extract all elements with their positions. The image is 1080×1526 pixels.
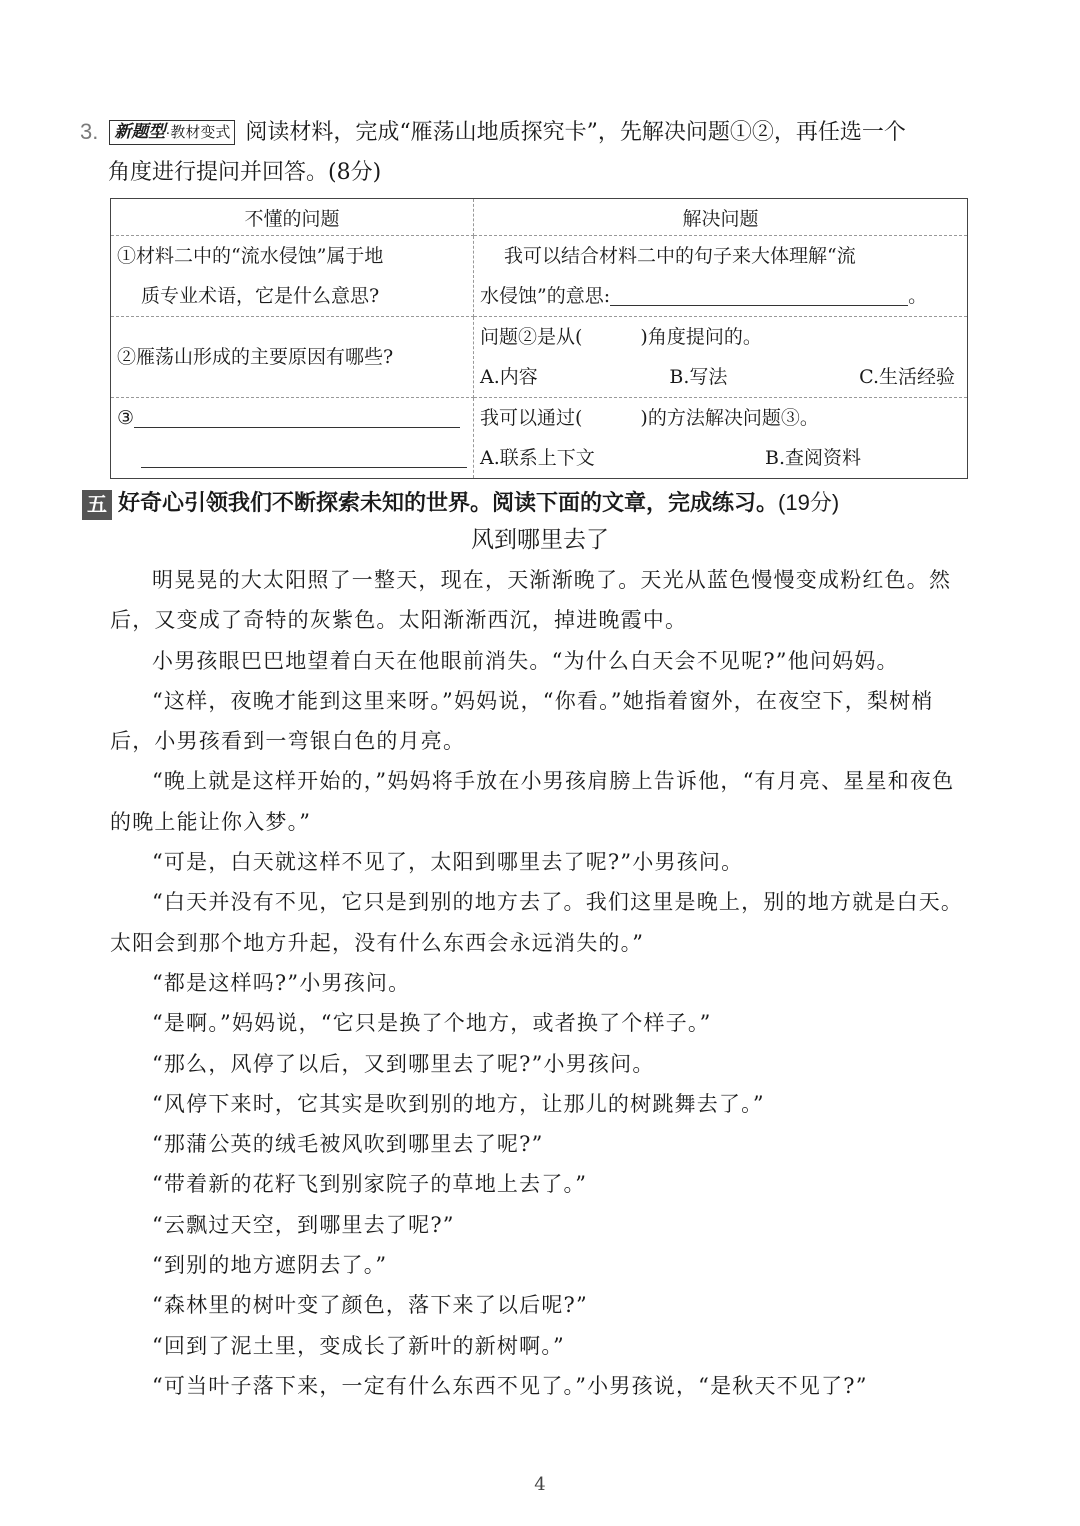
row1-question-line2: 质专业术语，它是什么意思? bbox=[141, 285, 380, 307]
article-paragraph: “这样，夜晚才能到这里来呀。”妈妈说，“你看。”她指着窗外，在夜空下，梨树梢后，小男孩看到一弯银白色的月亮。 bbox=[110, 688, 934, 754]
article-paragraph: “带着新的花籽飞到别家院子的草地上去了。” bbox=[152, 1172, 588, 1197]
page-number: 4 bbox=[534, 1474, 546, 1495]
option-b[interactable]: B.查阅资料 bbox=[764, 447, 861, 469]
article-paragraph: “那蒲公英的绒毛被风吹到哪里去了呢?” bbox=[152, 1132, 544, 1157]
question-3 bbox=[80, 112, 980, 193]
article-paragraph: “那么，风停了以后，又到哪里去了呢?”小男孩问。 bbox=[152, 1051, 655, 1076]
article-paragraph: “是啊。”妈妈说，“它只是换了个地方，或者换了个样子。” bbox=[152, 1011, 712, 1036]
row2-options bbox=[480, 357, 961, 397]
article-paragraph: “都是这样吗?”小男孩问。 bbox=[152, 970, 411, 995]
row2-question bbox=[111, 317, 474, 398]
article-paragraph: “森林里的树叶变了颜色，落下来了以后呢?” bbox=[152, 1293, 588, 1318]
answer-blank-line[interactable] bbox=[610, 279, 908, 306]
option-b[interactable]: B.写法 bbox=[669, 366, 728, 388]
row1-answer bbox=[474, 236, 968, 317]
article-body bbox=[110, 560, 972, 1406]
row3-options bbox=[480, 438, 961, 478]
article-paragraph: “风停下来时，它其实是吹到别的地方，让那儿的树跳舞去了。” bbox=[152, 1091, 765, 1116]
option-c[interactable]: C.生活经验 bbox=[859, 366, 955, 388]
article-paragraph: “可是，白天就这样不见了，太阳到哪里去了呢?”小男孩问。 bbox=[152, 850, 744, 875]
option-a[interactable]: A.联系上下文 bbox=[480, 447, 595, 469]
question-blank-line-1[interactable] bbox=[134, 401, 460, 428]
row1-question bbox=[111, 236, 474, 317]
section-badge: 五 bbox=[82, 490, 112, 520]
table-row bbox=[111, 236, 968, 317]
article-paragraph: “白天并没有不见，它只是到别的地方去了。我们这里是晚上，别的地方就是白天。太阳会到那个地方升起，没有什么东西会永远消失的。” bbox=[110, 890, 964, 955]
row3-answer bbox=[474, 398, 968, 479]
row3-prompt-prefix: 我可以通过( bbox=[480, 407, 583, 429]
table-row bbox=[111, 317, 968, 398]
row2-question-text: ②雁荡山形成的主要原因有哪些? bbox=[117, 346, 394, 368]
header-solve-questions: 解决问题 bbox=[474, 199, 968, 236]
row3-question bbox=[111, 398, 474, 479]
article-paragraph: “回到了泥土里，变成长了新叶的新树啊。” bbox=[152, 1333, 565, 1358]
tag-textbook-variant: ·教材变式 bbox=[165, 124, 231, 141]
header-unclear-questions: 不懂的问题 bbox=[111, 199, 474, 236]
row2-prompt-prefix: 问题②是从( bbox=[480, 326, 583, 348]
section-instruction: 好奇心引领我们不断探索未知的世界。阅读下面的文章，完成练习。 bbox=[118, 490, 779, 515]
row3-prompt-suffix: )的方法解决问题③。 bbox=[640, 407, 819, 429]
question-blank-line-2[interactable] bbox=[141, 441, 467, 468]
table-header-row bbox=[111, 199, 968, 236]
question-prompt-line1: 阅读材料，完成“雁荡山地质探究卡”，先解决问题①②，再任选一个 bbox=[245, 120, 906, 145]
article-title: 风到哪里去了 bbox=[471, 526, 609, 552]
question-number: 3. bbox=[80, 119, 99, 144]
row1-question-line1: ①材料二中的“流水侵蚀”属于地 bbox=[117, 245, 384, 267]
option-a[interactable]: A.内容 bbox=[480, 366, 538, 388]
table-row bbox=[111, 398, 968, 479]
row1-answer-line1: 我可以结合材料二中的句子来大体理解“流 bbox=[504, 245, 856, 267]
row2-answer bbox=[474, 317, 968, 398]
article-paragraph: “可当叶子落下来，一定有什么东西不见了。”小男孩说，“是秋天不见了?” bbox=[152, 1373, 868, 1398]
row2-prompt-suffix: )角度提问的。 bbox=[640, 326, 762, 348]
row3-mark: ③ bbox=[117, 407, 135, 429]
row1-answer-line2: 水侵蚀”的意思: bbox=[480, 285, 611, 307]
article-paragraph: 明晃晃的大太阳照了一整天，现在，天渐渐晚了。天光从蓝色慢慢变成粉红色。然后，又变成了奇特的灰紫色。太阳渐渐西沉，掉进晚霞中。 bbox=[110, 568, 952, 633]
article-paragraph: “到别的地方遮阴去了。” bbox=[152, 1253, 388, 1278]
article-paragraph: “晚上就是这样开始的，”妈妈将手放在小男孩肩膀上告诉他，“有月亮、星星和夜色的晚上能让你入梦。” bbox=[110, 769, 955, 834]
geology-inquiry-card bbox=[110, 198, 968, 479]
section-5-heading bbox=[82, 486, 982, 520]
question-type-tag bbox=[109, 120, 235, 145]
row1-answer-end: 。 bbox=[908, 285, 928, 307]
article-paragraph: 小男孩眼巴巴地望着白天在他眼前消失。“为什么白天会不见呢?”他问妈妈。 bbox=[152, 648, 899, 673]
section-score: (19分) bbox=[778, 490, 840, 515]
article-paragraph: “云飘过天空，到哪里去了呢?” bbox=[152, 1212, 455, 1237]
question-prompt-line2: 角度进行提问并回答。(8分) bbox=[108, 160, 382, 185]
tag-new-type: 新题型 bbox=[114, 122, 166, 141]
